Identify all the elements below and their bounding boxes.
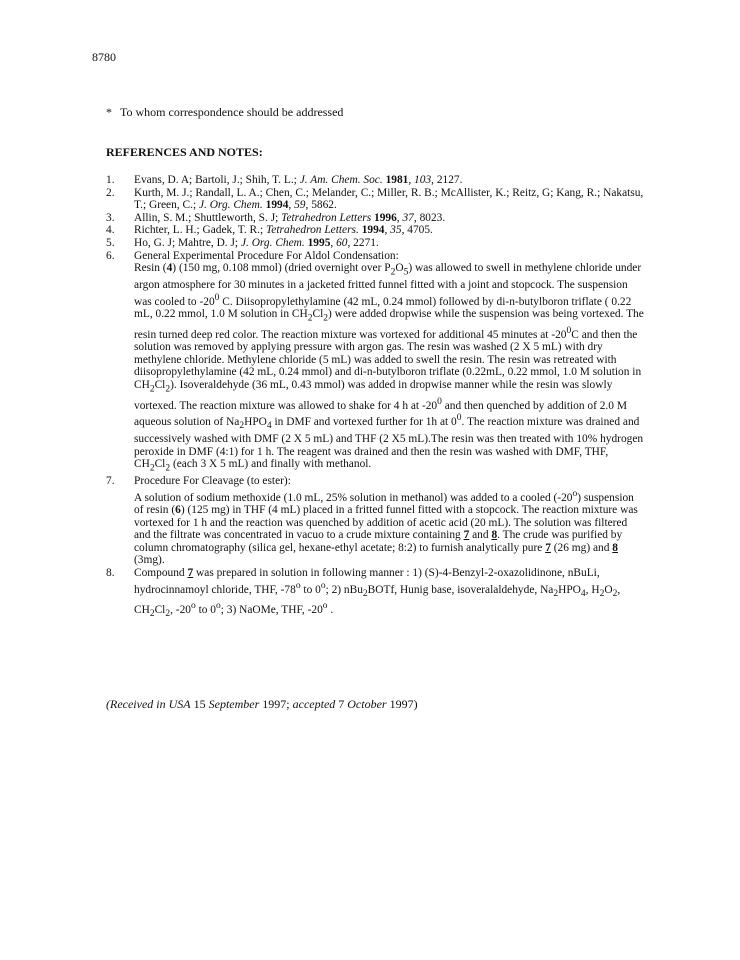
- reference-8: 8. Compound 7 was prepared in solution in following manner : 1) (S)-4-Benzyl-2-oxazolidinone, nBuLi, hydrocinnamoyl chloride, THF, -78$^o$ to 0$^o$; 2) nBu$_2$BOTf, Hunig base, isoveralaldehyde, $Na_2HPO_4$, $H_2O_2$, $CH_2Cl_2$, -20$^o$ to 0$^o$; 3) NaOMe, THF, -20$^o$ .: [106, 567, 621, 620]
- page-number: 8780: [92, 50, 116, 64]
- reference-4: 4. Richter, L. H.; Gadek, T. R.; Tetrahedron Letters. 1994, 35, 4705.: [106, 224, 433, 237]
- reference-3: 3. Allin, S. M.; Shuttleworth, S. J; Tetrahedron Letters 1996, 37, 8023.: [106, 211, 446, 224]
- footnote-text: To whom correspondence should be addressed: [120, 105, 344, 119]
- reference-6: 6. General Experimental Procedure For Aldol Condensation: Resin (4) (150 mg, 0.108 mmol) (dried overnight over $P_2O_5$) was allowed to swell in methylene chloride under argon atmosphere for 30 minutes in a jacketed fritted funnel fitted with a joint and stopcock. The suspension was cooled to $-20^0$ C. Diisopropylethylamine (42 mL, 0.24 mmol) followed by di-n-butylboron triflate ( 0.22 mL, 0.22 mmol, 1.0 M solution in $CH_2Cl_2$) were added dropwise while the suspension was being vortexed. The resin turned deep red color. The reaction mixture was vortexed for additional 45 minutes at $-20^0C$ and then the solution was removed by applying pressure with argon gas. The resin was washed (2 X 5 mL) with dry methylene chloride. Methylene chloride (5 mL) was added to swell the resin. The resin was retreated with diisopropylethylamine (42 mL, 0.24 mmol) and di-n-butylboron triflate (0.22mL, 0.22 mmol, 1.0 M solution in $CH_2Cl_2$). Isoveraldehyde (36 mL, 0.43 mmol) was added in dropwise manner while the resin was slowly vortexed. The reaction mixture was allowed to shake for 4 h at $-20^0$ and then quenched by addition of 2.0 M aqueous solution of $Na_2HPO_4$ in DMF and vortexed further for 1h at $0^0$. The reaction mixture was drained and successively washed with DMF (2 X 5 mL) and THF (2 X5 mL).The resin was then treated with 10% hydrogen peroxide in DMF (4:1) for 1 h. The reagent was drained and then the resin was washed with DMF, THF, $CH_2Cl_2$ (each 3 X 5 mL) and finally with methanol.: [106, 249, 644, 474]
- reference-list: [106, 174, 646, 621]
- reference-2: 2. Kurth, M. J.; Randall, L. A.; Chen, C.; Melander, C.; Miller, R. B.; McAllister, K.; Reitz, G; Kang, R.; Nakatsu, T.; Green, C.; J. Org. Chem. 1994, 59, 5862.: [106, 186, 644, 212]
- correspondence-footnote: [106, 105, 343, 120]
- reference-7: 7. Procedure For Cleavage (to ester): A solution of sodium methoxide (1.0 mL, 25% solution in methanol) was added to a cooled (-20$^o$) suspension of resin (6) (125 mg) in THF (4 mL) placed in a fritted funnel fitted with a stopcock. The reaction mixture was vortexed for 1 h and the reaction was quenched by addition of acetic acid (20 mL). The solution was filtered and the filtrate was concentrated in vacuo to a crude mixture containing 7 and 8. The crude was purified by column chromatography (silica gel, hexane-ethyl acetate; 8:2) to furnish analytically pure 7 (26 mg) and 8 (3mg).: [106, 475, 638, 567]
- reference-5: 5. Ho, G. J; Mahtre, D. J; J. Org. Chem. 1995, 60, 2271.: [106, 236, 379, 249]
- reference-1: 1. Evans, D. A; Bartoli, J.; Shih, T. L.; J. Am. Chem. Soc. 1981, 103, 2127.: [106, 174, 463, 186]
- references-heading: REFERENCES AND NOTES:: [106, 145, 263, 159]
- footnote-symbol: *: [106, 105, 112, 119]
- received-accepted-dates: (Received in USA 15 September 1997; accepted 7 October 1997): [106, 697, 418, 711]
